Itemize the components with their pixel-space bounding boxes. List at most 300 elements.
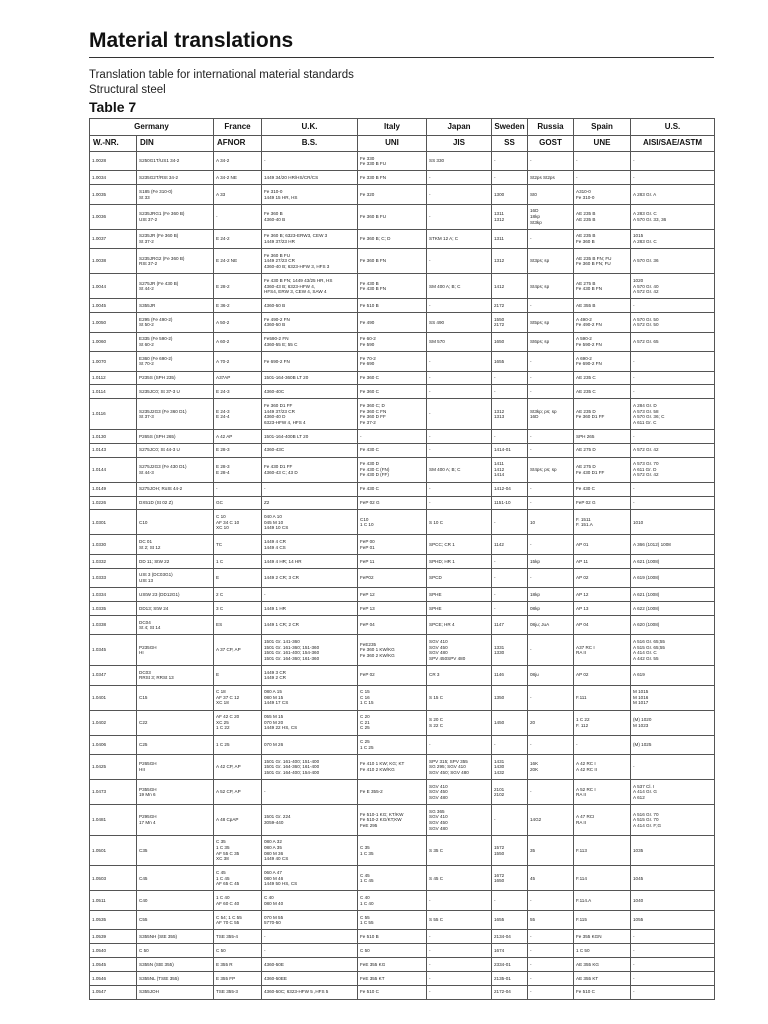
cell-din: C45	[137, 866, 214, 891]
cell-afnor: TSE 355-4	[214, 930, 262, 944]
cell-ss: 1331 1330	[492, 635, 528, 666]
cell-din: S235J2G3 (Fe 360 D1) St 37-3	[137, 399, 214, 430]
cell-une: AE 235 C	[574, 371, 631, 385]
cell-wnr: 1.0333	[90, 568, 137, 587]
table-row	[90, 229, 715, 248]
cell-une: F.111	[574, 685, 631, 710]
cell-bs: 060 A 47 080 M 46 1449 50 HS, CS	[262, 866, 358, 891]
cell-din: P295GH 17 Mn 4	[137, 805, 214, 836]
cell-ss: 1350	[492, 685, 528, 710]
cell-aisi: -	[631, 482, 715, 496]
cell-afnor: E 355 FP	[214, 971, 262, 985]
cell-aisi: A 283 Gr. C A 570 Gr. 33, 36	[631, 204, 715, 229]
cell-afnor: C 18 AF 37 C 12 XC 18	[214, 685, 262, 710]
cell-gost: -	[528, 930, 574, 944]
cell-une: SPH 265	[574, 429, 631, 443]
subtitle-description: Translation table for international material standards	[89, 69, 354, 81]
cell-din: S275JR (Fe 430 B) St 44-2	[137, 274, 214, 299]
cell-bs: Z2	[262, 496, 358, 510]
table-row	[90, 891, 715, 910]
cell-ss: 1151-10	[492, 496, 528, 510]
cell-uni: Fe 320	[358, 185, 427, 204]
cell-din: S355JOH	[137, 985, 214, 999]
cell-bs: 1449 4 CR 1449 4 CS	[262, 535, 358, 554]
cell-afnor: C 35 1 C 35 AF 55 C 35 XC 38	[214, 835, 262, 866]
cell-jis: -	[427, 429, 492, 443]
cell-ss: 1672 1650	[492, 866, 528, 891]
cell-jis: -	[427, 496, 492, 510]
cell-bs: Fe 360 B FU 1449 27/23 CR 4360-40 B; 6323-HFW 3, HFS 3	[262, 249, 358, 274]
cell-din: S355NH (StE 355)	[137, 930, 214, 944]
cell-aisi: A 572 Gr. 42	[631, 443, 715, 457]
cell-jis: SPCE; HR 4	[427, 615, 492, 634]
table-row	[90, 171, 715, 185]
table-row	[90, 152, 715, 171]
table-row	[90, 780, 715, 805]
cell-din: S275JC0; St 44-3 U	[137, 443, 214, 457]
cell-ss: -	[492, 171, 528, 185]
cell-aisi: 1015 A 283 Gr. C	[631, 229, 715, 248]
cell-uni: Fe 60-2 Fe 590	[358, 332, 427, 351]
cell-jis: SM 400 A; B; C	[427, 274, 492, 299]
cell-ss: -	[492, 385, 528, 399]
cell-ss: 2172-04	[492, 985, 528, 999]
cell-din: C 50	[137, 944, 214, 958]
cell-din: S250G1T/US1 34-2	[137, 152, 214, 171]
cell-ss: 1312 1313	[492, 399, 528, 430]
cell-une: F.115	[574, 910, 631, 929]
cell-jis: -	[427, 385, 492, 399]
cell-aisi: A 537 Cl. I A 414 Gr. G A 612	[631, 780, 715, 805]
table-row	[90, 185, 715, 204]
cell-din: C25	[137, 735, 214, 754]
cell-bs: 4360-50EE	[262, 971, 358, 985]
cell-aisi: -	[631, 944, 715, 958]
cell-wnr: 1.0037	[90, 229, 137, 248]
cell-aisi: -	[631, 971, 715, 985]
cell-uni: Fe 330 B FN	[358, 171, 427, 185]
cell-une: AP 01	[574, 535, 631, 554]
cell-uni: Fe 430 D Fe 430 C (FN) Fe 430 D (FF)	[358, 457, 427, 482]
cell-aisi: (M) 1020 M 1023	[631, 710, 715, 735]
cell-ss: 1674	[492, 944, 528, 958]
cell-wnr: 1.0402	[90, 710, 137, 735]
cell-une: A 490-2 Fe 490-2 FN	[574, 313, 631, 332]
cell-une: AE 275 D Fe 430 D1 FF	[574, 457, 631, 482]
cell-afnor: 1 C	[214, 554, 262, 568]
cell-aisi: A 516 Gr. 65;55 A 515 Gr. 65;55 A 414 Gr. C A 442 Gr. 55	[631, 635, 715, 666]
cell-bs: 4360-50E	[262, 958, 358, 972]
cell-bs: -	[262, 152, 358, 171]
cell-afnor: A 42 CP, AP	[214, 755, 262, 780]
cell-gost: 18kp	[528, 588, 574, 602]
country-us: U.S.	[631, 119, 715, 136]
cell-afnor: E 355 R	[214, 958, 262, 972]
cell-wnr: 1.0226	[90, 496, 137, 510]
cell-din: DD13; StW 24	[137, 602, 214, 616]
cell-jis: S 35 C	[427, 835, 492, 866]
standard-din: DIN	[137, 136, 214, 152]
cell-afnor: 1 C 40 AF 60 C 40	[214, 891, 262, 910]
cell-ss: 1655	[492, 910, 528, 929]
cell-une: F.113	[574, 835, 631, 866]
table-row	[90, 755, 715, 780]
table-row	[90, 352, 715, 371]
cell-wnr: 1.0332	[90, 554, 137, 568]
cell-gost: -	[528, 371, 574, 385]
cell-uni: FeP 02	[358, 666, 427, 685]
cell-din: P355GH 19 Mn 6	[137, 780, 214, 805]
cell-gost: -	[528, 568, 574, 587]
cell-uni: FeE 355 KT	[358, 971, 427, 985]
cell-gost: St4ps; sp	[528, 274, 574, 299]
cell-afnor: A 70-2	[214, 352, 262, 371]
table-row	[90, 496, 715, 510]
cell-gost: -	[528, 735, 574, 754]
cell-bs: 4360-43C	[262, 443, 358, 457]
table-row	[90, 510, 715, 535]
cell-jis: SM 400 A; B; C	[427, 457, 492, 482]
cell-gost: 20	[528, 710, 574, 735]
cell-wnr: 1.0330	[90, 535, 137, 554]
cell-wnr: 1.0130	[90, 429, 137, 443]
country-sweden: Sweden	[492, 119, 528, 136]
cell-din: E295 (Fe 490-2) St 50-2	[137, 313, 214, 332]
cell-aisi: A 570 Gr. 36	[631, 249, 715, 274]
cell-jis: S 15 C	[427, 685, 492, 710]
cell-bs: 055 M 15 070 M 20 1449 22 HS, CS	[262, 710, 358, 735]
cell-une: AE 235 D Fe 360 D1 FF	[574, 399, 631, 430]
cell-une: AP 02	[574, 666, 631, 685]
cell-afnor: E 24-3	[214, 385, 262, 399]
cell-gost: -	[528, 985, 574, 999]
cell-aisi: 1040	[631, 891, 715, 910]
cell-uni: FeP 13	[358, 602, 427, 616]
cell-uni: C 40 1 C 40	[358, 891, 427, 910]
cell-afnor: A 42 AP	[214, 429, 262, 443]
cell-uni: Fe 360 C; D Fe 360 C FN Fe 360 D FF Fe 37-2	[358, 399, 427, 430]
cell-bs: 1449 2 CR; 3 CR	[262, 568, 358, 587]
cell-ss: 1655	[492, 352, 528, 371]
cell-afnor: E 28-3 E 28-4	[214, 457, 262, 482]
cell-din: P235GH HI	[137, 635, 214, 666]
cell-afnor: E	[214, 666, 262, 685]
cell-uni: C 50	[358, 944, 427, 958]
cell-afnor: E 24-3 E 24-4	[214, 399, 262, 430]
cell-afnor: -	[214, 482, 262, 496]
cell-uni: Fe 360 C	[358, 385, 427, 399]
cell-bs: Fe 490-2 FN 4360-50 B	[262, 313, 358, 332]
country-spain: Spain	[574, 119, 631, 136]
cell-din: C35	[137, 835, 214, 866]
table-row	[90, 866, 715, 891]
cell-wnr: 1.0338	[90, 615, 137, 634]
cell-bs: 040 A 10 045 M 10 1449 10 CS	[262, 510, 358, 535]
cell-afnor: A 33	[214, 185, 262, 204]
cell-aisi: A 619	[631, 666, 715, 685]
country-france: France	[214, 119, 262, 136]
cell-une: AP 12	[574, 588, 631, 602]
cell-uni: C 20 C 21 C 25	[358, 710, 427, 735]
cell-gost: -	[528, 685, 574, 710]
cell-une: AE 275 D	[574, 443, 631, 457]
cell-wnr: 1.0070	[90, 352, 137, 371]
cell-gost: 10	[528, 510, 574, 535]
cell-jis: -	[427, 735, 492, 754]
table-row	[90, 710, 715, 735]
cell-une: A 47 RCI RA II	[574, 805, 631, 836]
cell-aisi: 1020 A 570 Gr. 40 A 572 Gr. 42	[631, 274, 715, 299]
cell-ss: 1142	[492, 535, 528, 554]
material-translation-table	[89, 118, 715, 1000]
cell-wnr: 1.0546	[90, 971, 137, 985]
table-row	[90, 568, 715, 587]
cell-une: AE 235 B AE 235 B	[574, 204, 631, 229]
cell-aisi: -	[631, 385, 715, 399]
cell-gost: 14G2	[528, 805, 574, 836]
cell-din: C55	[137, 910, 214, 929]
cell-ss: 1147	[492, 615, 528, 634]
cell-bs: -	[262, 482, 358, 496]
cell-afnor: C 54; 1 C 55 AF 70 C 55	[214, 910, 262, 929]
cell-bs: -	[262, 588, 358, 602]
cell-gost: -	[528, 891, 574, 910]
table-row	[90, 588, 715, 602]
country-header-row	[90, 119, 715, 136]
cell-din: USt 3 (DC03G1) USt 13	[137, 568, 214, 587]
cell-aisi: A 284 Gr. D A 573 Gr. 58 A 570 Gr. 36; C A 611 Gr. C	[631, 399, 715, 430]
cell-ss: -	[492, 735, 528, 754]
cell-uni: FeE235 Fe 360 1 KW/KG Fe 360 2 KW/KG	[358, 635, 427, 666]
cell-jis: -	[427, 299, 492, 313]
cell-uni: FeP 11	[358, 554, 427, 568]
cell-afnor: E 28-3	[214, 443, 262, 457]
cell-afnor: C 10 AF 34 C 10 XC 10	[214, 510, 262, 535]
cell-uni: Fe E 355-2	[358, 780, 427, 805]
cell-aisi: -	[631, 958, 715, 972]
cell-afnor: ES	[214, 615, 262, 634]
table-row	[90, 274, 715, 299]
cell-jis: S 55 C	[427, 910, 492, 929]
cell-jis: S 45 C	[427, 866, 492, 891]
cell-jis: -	[427, 971, 492, 985]
cell-ss: 1411 1412 1414	[492, 457, 528, 482]
cell-aisi: -	[631, 985, 715, 999]
cell-bs: 1501 Gr. 161-400; 151-400 1501 Gr. 164-360; 161-400 1501 Gr. 164-400; 154-400	[262, 755, 358, 780]
standard-une: UNE	[574, 136, 631, 152]
cell-jis: SPV 315; SPV 355 SG 295; SGV 410 SGV 450; SGV 480	[427, 755, 492, 780]
table-row	[90, 666, 715, 685]
cell-aisi: 1045	[631, 866, 715, 891]
table-row	[90, 385, 715, 399]
cell-din: S355N (StE 355)	[137, 958, 214, 972]
cell-une: AE 355 KG	[574, 958, 631, 972]
cell-ss: 2101 2102	[492, 780, 528, 805]
cell-bs: -	[262, 944, 358, 958]
cell-une: AP 11	[574, 554, 631, 568]
table-row	[90, 805, 715, 836]
cell-aisi: 1055	[631, 910, 715, 929]
cell-jis: SS 330	[427, 152, 492, 171]
cell-jis: -	[427, 944, 492, 958]
cell-uni: FeP 04	[358, 615, 427, 634]
cell-une: F.114	[574, 866, 631, 891]
cell-din: P265GH HII	[137, 755, 214, 780]
cell-wnr: 1.0545	[90, 958, 137, 972]
cell-aisi: -	[631, 352, 715, 371]
cell-din: C15	[137, 685, 214, 710]
cell-uni: Fe 330 Fe 330 B FU	[358, 152, 427, 171]
cell-une: AE 235 C	[574, 385, 631, 399]
cell-aisi: -	[631, 429, 715, 443]
cell-bs: 070 M 55 5770-50	[262, 910, 358, 929]
cell-afnor: E 24-2	[214, 229, 262, 248]
cell-ss: 2135-01	[492, 971, 528, 985]
table-row	[90, 457, 715, 482]
cell-wnr: 1.0050	[90, 313, 137, 332]
cell-jis: -	[427, 371, 492, 385]
cell-gost: -	[528, 944, 574, 958]
cell-ss: -	[492, 371, 528, 385]
cell-aisi: M 1015 M 1016 M 1017	[631, 685, 715, 710]
cell-une: FeP 02 G	[574, 496, 631, 510]
table-row	[90, 249, 715, 274]
table-row	[90, 204, 715, 229]
cell-bs: 080 A 15 080 M 15 1449 17 CS	[262, 685, 358, 710]
cell-wnr: 1.0547	[90, 985, 137, 999]
cell-jis: SPHD; HR 1	[427, 554, 492, 568]
cell-afnor: E	[214, 568, 262, 587]
cell-wnr: 1.0034	[90, 171, 137, 185]
cell-jis: SGV 410 SGV 450 SGV 480 SPV 450SPV 480	[427, 635, 492, 666]
standard-header-row	[90, 136, 715, 152]
cell-din: S235JRG2 (Fe 360 B) RSt 37-2	[137, 249, 214, 274]
cell-une: -	[574, 152, 631, 171]
cell-jis: SPHE	[427, 588, 492, 602]
cell-gost: 08ju; JuA	[528, 615, 574, 634]
cell-uni: FeP 12	[358, 588, 427, 602]
table-row	[90, 930, 715, 944]
cell-gost: 08kp	[528, 602, 574, 616]
cell-bs: 1501 Gr. 224 3059-440	[262, 805, 358, 836]
cell-ss: -	[492, 152, 528, 171]
cell-gost: 35	[528, 835, 574, 866]
cell-ss: 1450	[492, 710, 528, 735]
cell-aisi: 1035	[631, 835, 715, 866]
cell-wnr: 1.0473	[90, 780, 137, 805]
cell-jis: -	[427, 443, 492, 457]
table-row	[90, 482, 715, 496]
cell-din: S355JR	[137, 299, 214, 313]
standard-jis: JIS	[427, 136, 492, 152]
cell-jis: -	[427, 249, 492, 274]
cell-bs: 4360-40C	[262, 385, 358, 399]
cell-uni: Fe 360 B FU	[358, 204, 427, 229]
cell-uni: C 25 1 C 25	[358, 735, 427, 754]
cell-uni: C 35 1 C 35	[358, 835, 427, 866]
cell-ss: 1300	[492, 185, 528, 204]
country-uk: U.K.	[262, 119, 358, 136]
cell-jis: -	[427, 399, 492, 430]
cell-aisi: -	[631, 299, 715, 313]
cell-din: E360 (Fe 690-2) St 70-2	[137, 352, 214, 371]
cell-bs: 1501-164-360B LT 20	[262, 371, 358, 385]
cell-bs: Fe 430 B FN; 1449 43/25 HR, HS 4360-43 B; 6323-HFW 4, HFS4, ERW 3, CEW 4, SAW 4	[262, 274, 358, 299]
cell-bs: Fe 360 B; 6323-ERW3, CEW 3 1449 37/23 HR	[262, 229, 358, 248]
cell-bs: Fe 430 D1 FF 4360-43 C; 43 D	[262, 457, 358, 482]
cell-afnor: 2 C	[214, 588, 262, 602]
cell-afnor: GC	[214, 496, 262, 510]
cell-bs: Fe 360 D1 FF 1449 37/23 CR 4360-40 D 6323-HFW 4, HFS 4	[262, 399, 358, 430]
cell-gost: -	[528, 229, 574, 248]
cell-ss: 1550 2172	[492, 313, 528, 332]
table-row	[90, 554, 715, 568]
table-row	[90, 985, 715, 999]
cell-gost: St6ps; sp	[528, 332, 574, 351]
cell-ss: 2334-01	[492, 958, 528, 972]
cell-jis: S 10 C	[427, 510, 492, 535]
cell-wnr: 1.0060	[90, 332, 137, 351]
cell-une: A 52 RC I RA II	[574, 780, 631, 805]
cell-ss: 2134-04	[492, 930, 528, 944]
cell-une: -	[574, 735, 631, 754]
cell-une: Fe 430 C	[574, 482, 631, 496]
cell-wnr: 1.0045	[90, 299, 137, 313]
cell-uni: Fe 510-1 KG; KT/KW Fe 510-2 KG/KT;KW FeE 295	[358, 805, 427, 836]
cell-ss: 1412	[492, 274, 528, 299]
cell-ss: 1311	[492, 229, 528, 248]
cell-bs: 1449 1 CR; 2 CR	[262, 615, 358, 634]
cell-aisi: A 621 (1008)	[631, 554, 715, 568]
cell-wnr: 1.0481	[90, 805, 137, 836]
cell-din: S185 (Fe 310-0) St 33	[137, 185, 214, 204]
cell-une: 1 C 50	[574, 944, 631, 958]
cell-afnor: C 50	[214, 944, 262, 958]
country-italy: Italy	[358, 119, 427, 136]
cell-gost: St3ps; sp	[528, 249, 574, 274]
cell-gost: 08ju	[528, 666, 574, 685]
cell-wnr: 1.0044	[90, 274, 137, 299]
cell-bs: 080 A 32 080 A 35 080 M 36 1449 40 CS	[262, 835, 358, 866]
cell-une: AP 02	[574, 568, 631, 587]
standard-afnor: AFNOR	[214, 136, 262, 152]
cell-une: AP 04	[574, 615, 631, 634]
cell-jis: -	[427, 482, 492, 496]
cell-gost: -	[528, 958, 574, 972]
cell-jis: SS 490	[427, 313, 492, 332]
cell-aisi: -	[631, 371, 715, 385]
cell-din: S235JR (Fe 360 B) St 37-2	[137, 229, 214, 248]
cell-wnr: 1.0334	[90, 588, 137, 602]
cell-ss: 1650	[492, 332, 528, 351]
cell-afnor: 1 C 25	[214, 735, 262, 754]
cell-uni: Fe 430 B Fe 430 B FN	[358, 274, 427, 299]
cell-jis: -	[427, 352, 492, 371]
cell-din: S355NL (TStE 355)	[137, 971, 214, 985]
cell-jis: -	[427, 171, 492, 185]
cell-jis: -	[427, 891, 492, 910]
cell-une: F. 1511 F. 151.A	[574, 510, 631, 535]
cell-gost: -	[528, 780, 574, 805]
cell-aisi: A 283 Gr. A	[631, 185, 715, 204]
cell-aisi: -	[631, 152, 715, 171]
cell-une: AE 235 B Fe 360 B	[574, 229, 631, 248]
cell-wnr: 1.0539	[90, 930, 137, 944]
cell-jis: S 20 C S 22 C	[427, 710, 492, 735]
cell-une: A 690-2 Fe 690-2 FN	[574, 352, 631, 371]
cell-jis: -	[427, 204, 492, 229]
cell-ss: -	[492, 554, 528, 568]
